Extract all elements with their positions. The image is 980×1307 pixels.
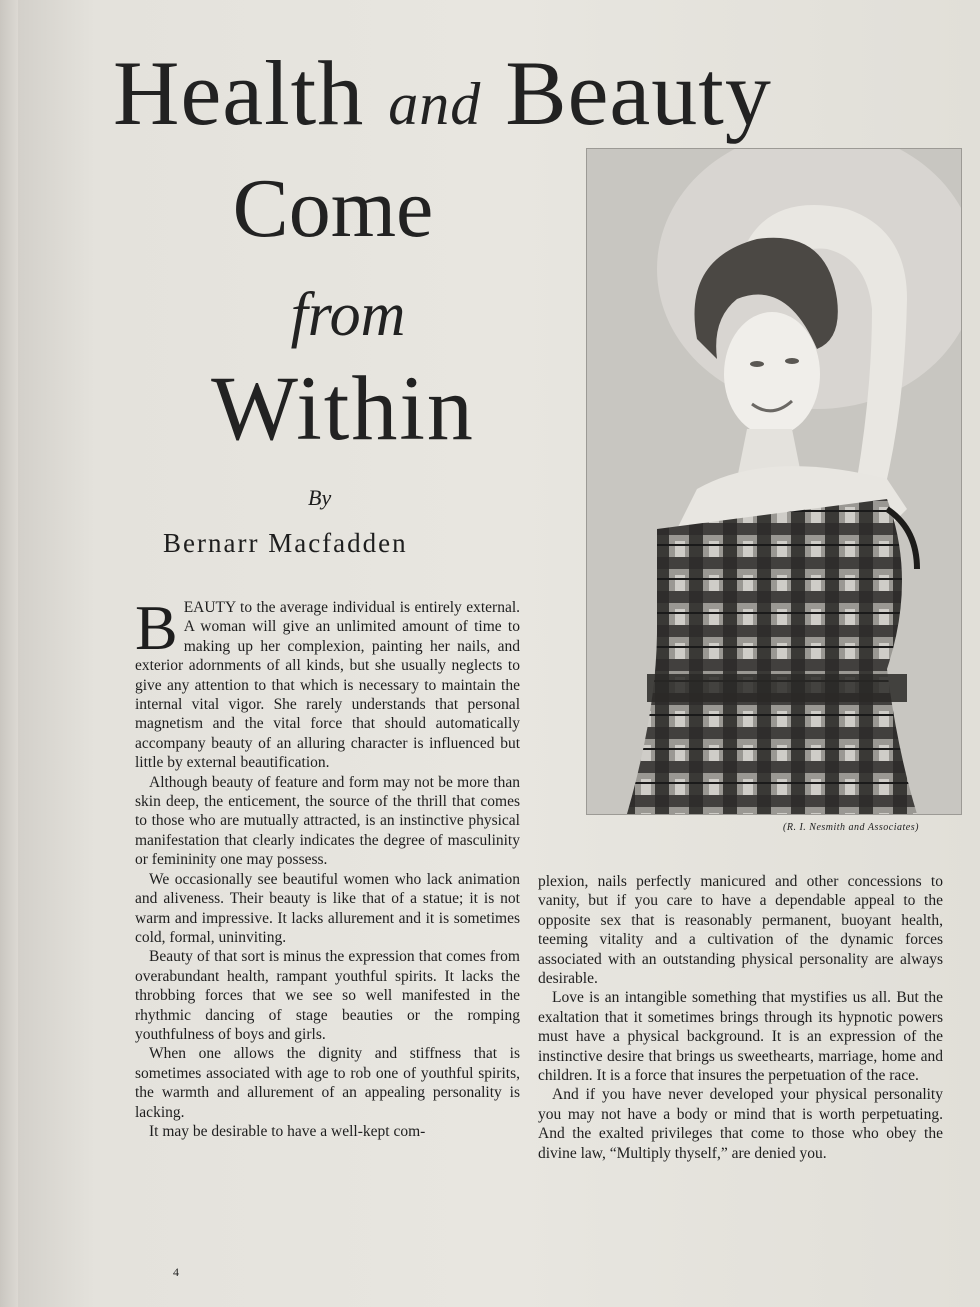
paragraph-2: Although beauty of feature and form may not be more than skin deep, the enticement, the source of the thrill that comes to those who are mutually attracted, is an instinctive physical manifestation that clearly indicates the degree of masculinity or femininity one may possess.	[135, 773, 520, 869]
paragraph-1: BEAUTY to the average individual is entirely external. A woman will give an unlimited amount of time to making up her complexion, painting her nails, and exterior adornments of all kinds, but she usually neglects to give any attention to that which is necessary to maintain the internal vital vigor. She rarely understands that personal magnetism and the vital force that should automatically accompany beauty of an alluring character is influenced but little by external beautification.	[135, 592, 520, 772]
magazine-page	[18, 0, 980, 1307]
article-column-1	[135, 592, 520, 1141]
page-edge	[0, 0, 18, 1307]
drop-cap: B	[135, 592, 178, 663]
title-line-1	[113, 40, 873, 146]
paragraph-4: Beauty of that sort is minus the expression that comes from overabundant health, rampant youthful spirits. It lacks the throbbing forces that we see so well manifested in the rhythmic dancing of stage beauties or the romping youthfulness of boys and girls.	[135, 948, 520, 1043]
woman-photo	[586, 148, 962, 815]
title-word-and: and	[388, 71, 482, 137]
paragraph-8: Love is an intangible something that mystifies us all. But the exaltation that it sometimes brings through its hypnotic powers must have a physical background. It is an expression of the instinctive desire that brings us sweethearts, marriage, home and children. It is a force that insures the perpetuation of the race.	[538, 989, 943, 1085]
title-word-beauty: Beauty	[505, 42, 772, 144]
paragraph-3: We occasionally see beautiful women who lack animation and aliveness. Their beauty is like that of a statue; it is not warm and impressive. It lacks allurement and it is sometimes cold, formal, uninviting.	[135, 870, 520, 946]
photo-caption: (R. I. Nesmith and Associates)	[783, 822, 919, 833]
article-column-2	[538, 872, 943, 1163]
title-word-health: Health	[113, 42, 365, 144]
woman-photo-illustration	[587, 149, 961, 814]
paragraph-5: When one allows the dignity and stiffness that is sometimes associated with age to rob one of youthful spirits, the warmth and allurement of an appealing personality is lacking.	[135, 1045, 520, 1121]
page-number: 4	[173, 1265, 179, 1279]
title-line-3: from	[290, 281, 406, 349]
byline-author: Bernarr Macfadden	[163, 528, 408, 558]
byline-by: By	[308, 485, 332, 510]
title-line-2: Come	[232, 162, 434, 255]
title-line-4: Within	[211, 357, 475, 459]
paragraph-9: And if you have never developed your physical personality you may not have a body or mind that is worth perpetuating. And the exalted privileges that come to those who obey the divine law, “Multiply thyself,” are denied you.	[538, 1086, 943, 1162]
paragraph-6: It may be desirable to have a well-kept com-	[149, 1122, 426, 1140]
paragraph-7: plexion, nails perfectly manicured and other concessions to vanity, but if you care to have a dependable appeal to the opposite sex that is reasonably permanent, buoyant health, teeming vitality and a cultivation of the dynamic forces associated with an outstanding physical personality are always desirable.	[538, 873, 943, 988]
